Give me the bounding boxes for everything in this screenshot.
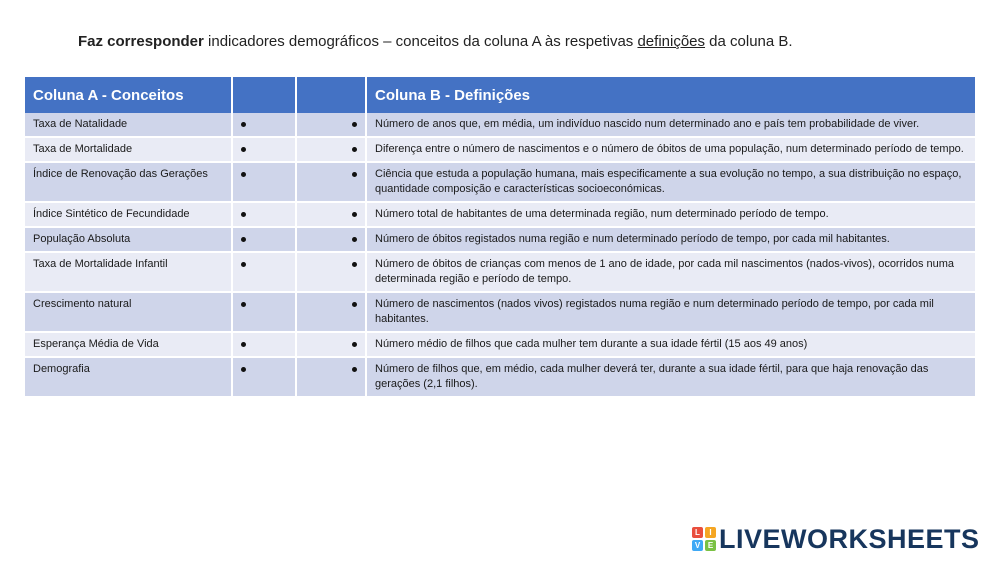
concept-cell: Taxa de Mortalidade Infantil [25, 252, 232, 292]
logo-letter: E [705, 540, 716, 551]
concept-match-dot[interactable] [232, 252, 296, 292]
bullet-dot-icon[interactable] [241, 147, 246, 152]
definition-cell: Número de filhos que, em médio, cada mulher deverá ter, durante a sua idade fértil, para que haja renovação das gerações (2,1 filhos). [366, 357, 975, 397]
concept-cell: Taxa de Natalidade [25, 113, 232, 137]
column-b-header: Coluna B - Definições [366, 77, 975, 113]
definition-cell: Número de anos que, em média, um indivíduo nascido num determinado ano e país tem probabilidade de viver. [366, 113, 975, 137]
definition-match-dot[interactable] [296, 357, 366, 397]
brand-name: LIVEWORKSHEETS [719, 523, 980, 554]
table-row [25, 137, 975, 162]
brand-logo [692, 524, 980, 554]
definition-match-dot[interactable] [296, 332, 366, 357]
definition-match-dot[interactable] [296, 202, 366, 227]
table-row [25, 113, 975, 137]
header-spacer-left [232, 77, 296, 113]
table-row [25, 202, 975, 227]
bullet-dot-icon[interactable] [241, 237, 246, 242]
concept-match-dot[interactable] [232, 162, 296, 202]
matching-table [25, 77, 975, 398]
bullet-dot-icon[interactable] [352, 342, 357, 347]
column-a-header: Coluna A - Conceitos [25, 77, 232, 113]
concept-cell: Taxa de Mortalidade [25, 137, 232, 162]
concept-cell: Índice Sintético de Fecundidade [25, 202, 232, 227]
concept-match-dot[interactable] [232, 227, 296, 252]
table-row [25, 332, 975, 357]
bullet-dot-icon[interactable] [352, 172, 357, 177]
instruction-text [78, 33, 978, 50]
table-row [25, 227, 975, 252]
bullet-dot-icon[interactable] [241, 122, 246, 127]
bullet-dot-icon[interactable] [352, 122, 357, 127]
table-row [25, 292, 975, 332]
bullet-dot-icon[interactable] [241, 212, 246, 217]
instruction-underlined: definições [637, 33, 706, 50]
concept-match-dot[interactable] [232, 137, 296, 162]
definition-cell: Número de óbitos de crianças com menos de 1 ano de idade, por cada mil nascimentos (nados-vivos), ocorridos numa determinada região e período de tempo. [366, 252, 975, 292]
definition-cell: Diferença entre o número de nascimentos e o número de óbitos de uma população, num determinado período de tempo. [366, 137, 975, 162]
logo-letter: V [692, 540, 703, 551]
bullet-dot-icon[interactable] [241, 302, 246, 307]
definition-cell: Número de nascimentos (nados vivos) registados numa região e num determinado período de tempo, por cada mil habitantes. [366, 292, 975, 332]
definition-cell: Ciência que estuda a população humana, mais especificamente a sua evolução no tempo, a sua distribuição no espaço, quantidade composição e características socioeconómicas. [366, 162, 975, 202]
concept-cell: Índice de Renovação das Gerações [25, 162, 232, 202]
concept-cell: População Absoluta [25, 227, 232, 252]
bullet-dot-icon[interactable] [241, 172, 246, 177]
concept-match-dot[interactable] [232, 113, 296, 137]
definition-cell: Número de óbitos registados numa região e num determinado período de tempo, por cada mil habitantes. [366, 227, 975, 252]
bullet-dot-icon[interactable] [352, 367, 357, 372]
logo-letter: L [692, 527, 703, 538]
definition-match-dot[interactable] [296, 252, 366, 292]
instruction-part2: da coluna B. [705, 33, 793, 50]
concept-match-dot[interactable] [232, 332, 296, 357]
bullet-dot-icon[interactable] [241, 262, 246, 267]
definition-cell: Número médio de filhos que cada mulher tem durante a sua idade fértil (15 aos 49 anos) [366, 332, 975, 357]
table-header-row [25, 77, 975, 113]
definition-match-dot[interactable] [296, 113, 366, 137]
header-spacer-right [296, 77, 366, 113]
instruction-part1: indicadores demográficos – conceitos da coluna A às respetivas [203, 33, 638, 50]
bullet-dot-icon[interactable] [241, 342, 246, 347]
logo-letter: I [705, 527, 716, 538]
bullet-dot-icon[interactable] [352, 262, 357, 267]
concept-cell: Esperança Média de Vida [25, 332, 232, 357]
bullet-dot-icon[interactable] [352, 147, 357, 152]
table-body [25, 113, 975, 397]
table-row [25, 357, 975, 397]
concept-cell: Demografia [25, 357, 232, 397]
bullet-dot-icon[interactable] [241, 367, 246, 372]
bullet-dot-icon[interactable] [352, 302, 357, 307]
concept-match-dot[interactable] [232, 202, 296, 227]
definition-match-dot[interactable] [296, 162, 366, 202]
table-row [25, 162, 975, 202]
definition-cell: Número total de habitantes de uma determinada região, num determinado período de tempo. [366, 202, 975, 227]
table-row [25, 252, 975, 292]
concept-match-dot[interactable] [232, 357, 296, 397]
bullet-dot-icon[interactable] [352, 212, 357, 217]
concept-match-dot[interactable] [232, 292, 296, 332]
logo-mark-icon [692, 527, 716, 551]
definition-match-dot[interactable] [296, 292, 366, 332]
bullet-dot-icon[interactable] [352, 237, 357, 242]
definition-match-dot[interactable] [296, 227, 366, 252]
concept-cell: Crescimento natural [25, 292, 232, 332]
definition-match-dot[interactable] [296, 137, 366, 162]
instruction-bold: Faz corresponder [78, 33, 204, 50]
